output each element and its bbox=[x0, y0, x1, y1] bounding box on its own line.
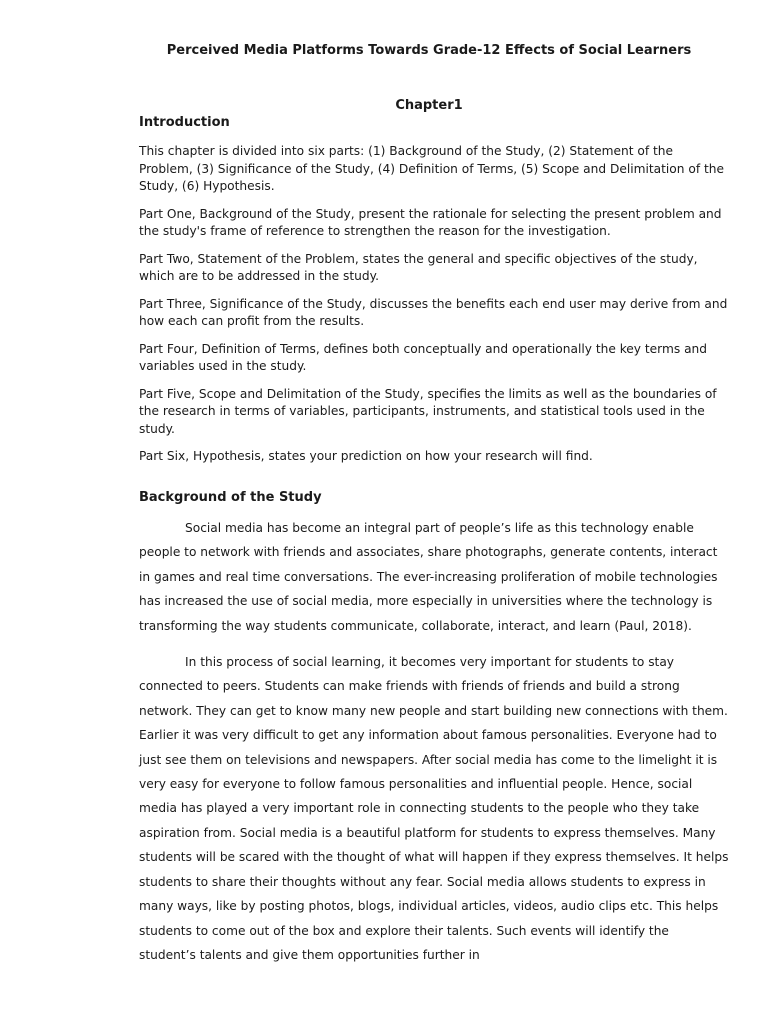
introduction-heading: Introduction bbox=[139, 115, 230, 130]
intro-paragraph: This chapter is divided into six parts: (1) Background of the Study, (2) Statement of the Problem, (3) Significance of the Study, (4) Definition of Terms, (5) Scope and Delimitation of the Study, (6) Hypothesis. bbox=[139, 144, 724, 193]
introduction-section bbox=[139, 143, 729, 476]
background-paragraph: Social media has become an integral part of people’s life as this technology enable people to network with friends and associates, share photographs, generate contents, interact in games and real time conversations. The ever-increasing proliferation of mobile technologies has increased the use of social media, more especially in universities where the technology is transforming the way students communicate, collaborate, interact, and learn (Paul, 2018). bbox=[139, 521, 718, 633]
intro-paragraph: Part One, Background of the Study, present the rationale for selecting the present problem and the study's frame of reference to strengthen the reason for the investigation. bbox=[139, 206, 722, 238]
intro-paragraph: Part Six, Hypothesis, states your prediction on how your research will find. bbox=[139, 449, 593, 463]
intro-paragraph: Part Five, Scope and Delimitation of the Study, specifies the limits as well as the boundaries of the research in terms of variables, participants, instruments, and statistical tools used in the study. bbox=[139, 386, 717, 436]
background-section bbox=[139, 516, 729, 979]
background-paragraph: In this process of social learning, it becomes very important for students to stay connected to peers. Students can make friends with friends of friends and build a strong network. They can get to know many new people and start building new connections with them. Earlier it was very difficult to get any information about famous personalities. Everyone had to just see them on televisions and newspapers. After social media has come to the limelight it is very easy for everyone to follow famous personalities and influential people. Hence, social media has played a very important role in connecting students to the people who they take aspiration from. Social media is a beautiful platform for students to express themselves. Many students will be scared with the thought of what will happen if they express themselves. It helps students to share their thoughts without any fear. Social media allows students to express in many ways, like by posting photos, blogs, individual articles, videos, audio clips etc. This helps students to come out of the box and explore their talents. Such events will identify the student’s talents and give them opportunities further in bbox=[139, 655, 729, 962]
intro-paragraph: Part Two, Statement of the Problem, states the general and specific objectives of the study, which are to be addressed in the study. bbox=[139, 251, 698, 283]
document-title: Perceived Media Platforms Towards Grade-12 Effects of Social Learners bbox=[166, 43, 692, 58]
intro-paragraph: Part Four, Definition of Terms, defines both conceptually and operationally the key terms and variables used in the study. bbox=[139, 341, 707, 373]
chapter-heading: Chapter1 bbox=[395, 98, 463, 113]
intro-paragraph: Part Three, Significance of the Study, discusses the benefits each end user may derive from and how each can profit from the results. bbox=[139, 296, 728, 328]
background-heading: Background of the Study bbox=[139, 490, 322, 505]
